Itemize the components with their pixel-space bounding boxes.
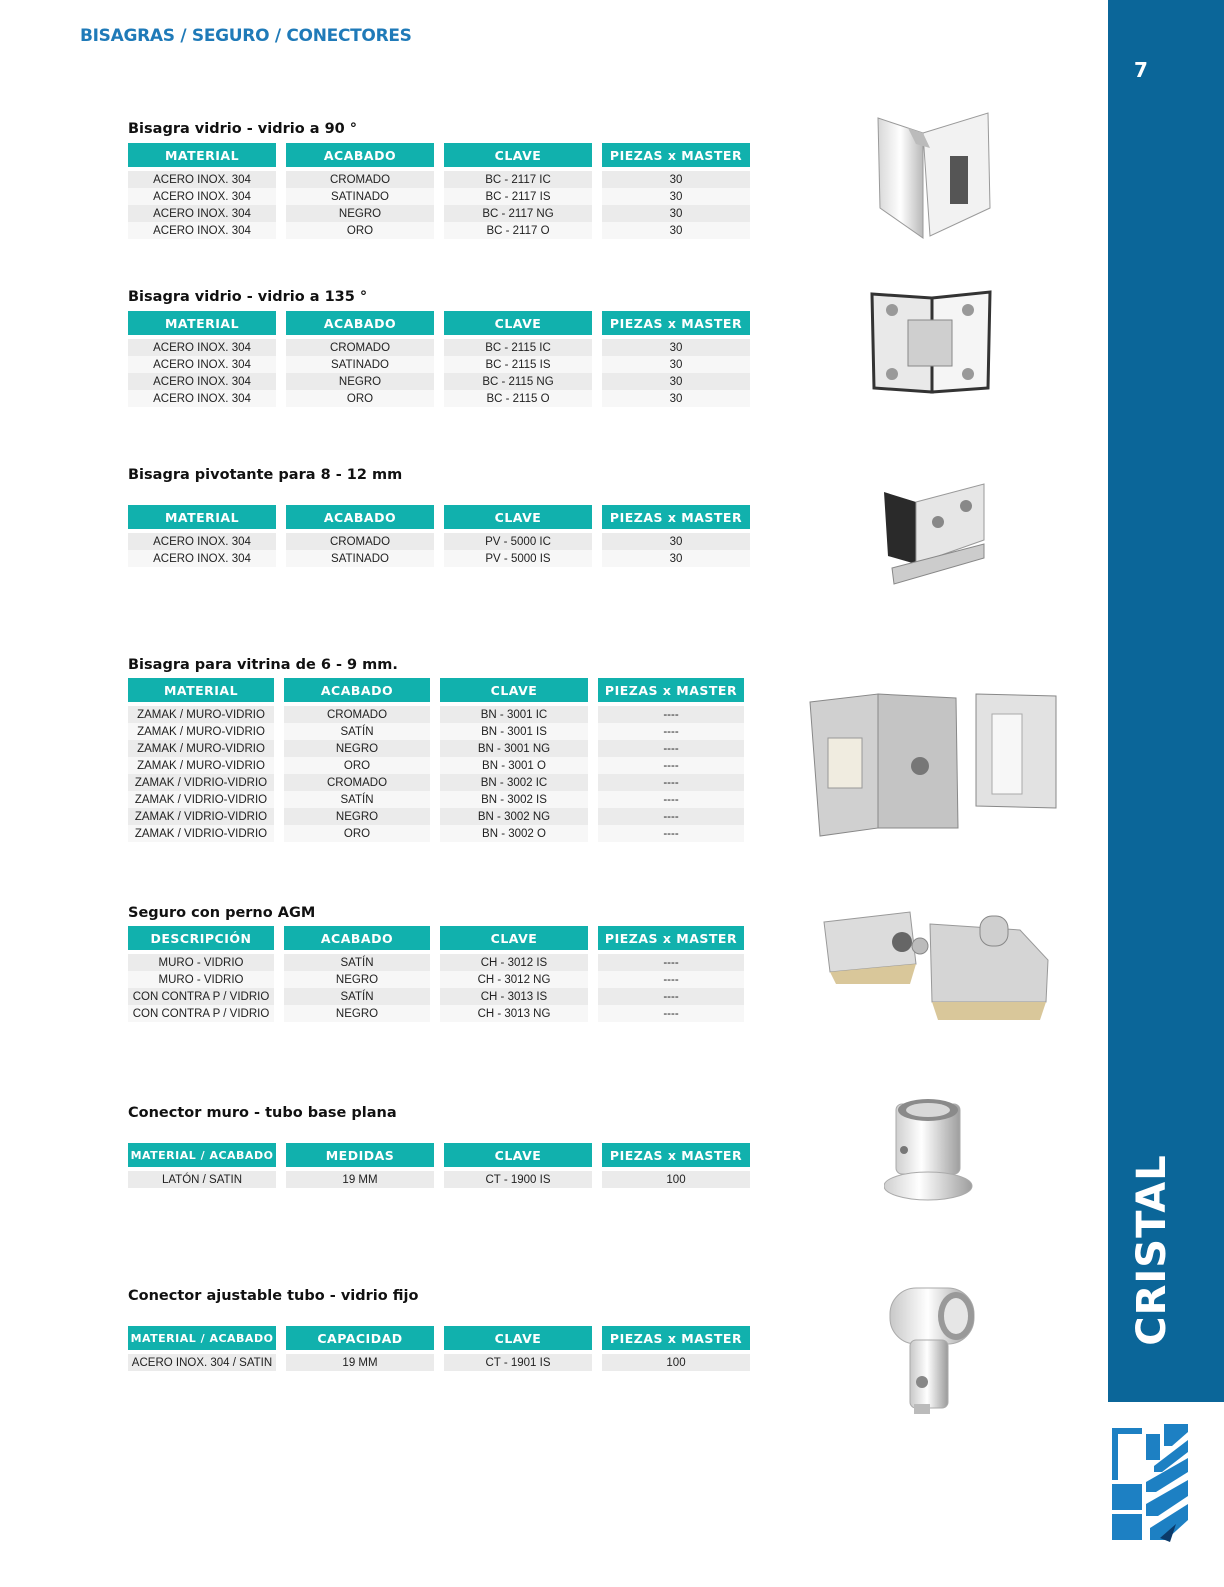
table-row (128, 550, 750, 567)
table-row (128, 188, 750, 205)
column-header: ACABADO (286, 505, 434, 533)
quantity-cell: ---- (598, 740, 744, 757)
quantity-cell: ---- (598, 791, 744, 808)
table-row (128, 356, 750, 373)
finish-cell: SATÍN (284, 954, 430, 971)
code-cell: CH - 3013 NG (440, 1005, 588, 1022)
product-section-90-hinge (128, 121, 760, 239)
column-header: ACABADO (284, 926, 430, 954)
code-cell: CH - 3013 IS (440, 988, 588, 1005)
finish-cell: SATÍN (284, 723, 430, 740)
hinge-90-image (868, 108, 998, 243)
spec-table (118, 311, 760, 407)
section-title: Seguro con perno AGM (128, 905, 316, 921)
finish-cell: NEGRO (284, 740, 430, 757)
quantity-cell: 100 (602, 1171, 750, 1188)
code-cell: BN - 3001 IS (440, 723, 588, 740)
finish-cell: SATÍN (284, 791, 430, 808)
material-cell: ACERO INOX. 304 (128, 373, 276, 390)
column-header: PIEZAS x MASTER (602, 1143, 750, 1171)
material-cell: ZAMAK / VIDRIO-VIDRIO (128, 808, 274, 825)
section-title: Bisagra vidrio - vidrio a 90 ° (128, 121, 358, 137)
column-header: CLAVE (444, 143, 592, 171)
spec-table (118, 1326, 760, 1371)
material-cell: ACERO INOX. 304 (128, 171, 276, 188)
quantity-cell: ---- (598, 825, 744, 842)
quantity-cell: 30 (602, 550, 750, 567)
column-header: CLAVE (440, 678, 588, 706)
material-cell: ACERO INOX. 304 (128, 222, 276, 239)
material-cell: ACERO INOX. 304 (128, 533, 276, 550)
quantity-cell: 30 (602, 373, 750, 390)
code-cell: CH - 3012 IS (440, 954, 588, 971)
quantity-cell: 30 (602, 222, 750, 239)
finish-cell: CROMADO (286, 533, 434, 550)
quantity-cell: ---- (598, 988, 744, 1005)
table-row (128, 1354, 750, 1371)
table-row (128, 954, 744, 971)
finish-cell: CROMADO (284, 706, 430, 723)
sidebar-label: CRISTAL (1129, 1154, 1175, 1346)
column-header: ACABADO (286, 311, 434, 339)
spec-table (118, 143, 760, 239)
description-cell: MURO - VIDRIO (128, 971, 274, 988)
code-cell: CT - 1900 IS (444, 1171, 592, 1188)
quantity-cell: ---- (598, 706, 744, 723)
code-cell: BN - 3001 IC (440, 706, 588, 723)
finish-cell: NEGRO (284, 971, 430, 988)
code-cell: BC - 2115 IC (444, 339, 592, 356)
table-row (128, 373, 750, 390)
code-cell: BN - 3002 IS (440, 791, 588, 808)
section-title: Bisagra pivotante para 8 - 12 mm (128, 467, 403, 483)
column-header: MEDIDAS (286, 1143, 434, 1171)
column-header: PIEZAS x MASTER (602, 1326, 750, 1354)
material-cell: ACERO INOX. 304 (128, 356, 276, 373)
spec-table (118, 505, 760, 567)
column-header: MATERIAL / ACABADO (128, 1143, 276, 1171)
finish-cell: CROMADO (286, 171, 434, 188)
quantity-cell: 30 (602, 390, 750, 407)
product-section-135-hinge (128, 289, 760, 407)
column-header: CLAVE (444, 505, 592, 533)
quantity-cell: 30 (602, 205, 750, 222)
finish-cell: NEGRO (286, 205, 434, 222)
finish-cell: CROMADO (286, 339, 434, 356)
material-cell: LATÓN / SATIN (128, 1171, 276, 1188)
company-logo-icon (1110, 1420, 1190, 1547)
material-cell: ZAMAK / MURO-VIDRIO (128, 740, 274, 757)
code-cell: BN - 3001 NG (440, 740, 588, 757)
material-cell: ZAMAK / MURO-VIDRIO (128, 757, 274, 774)
quantity-cell: ---- (598, 757, 744, 774)
code-cell: BN - 3002 O (440, 825, 588, 842)
table-row (128, 390, 750, 407)
column-header: PIEZAS x MASTER (598, 678, 744, 706)
material-cell: ZAMAK / VIDRIO-VIDRIO (128, 791, 274, 808)
table-row (128, 171, 750, 188)
material-cell: ACERO INOX. 304 (128, 339, 276, 356)
table-row (128, 988, 744, 1005)
code-cell: BC - 2115 O (444, 390, 592, 407)
spec-table (118, 1143, 760, 1188)
wall-tube-connector-image (884, 1096, 976, 1204)
finish-cell: ORO (286, 222, 434, 239)
column-header: CLAVE (444, 311, 592, 339)
adjustable-connector-image (884, 1278, 979, 1418)
material-cell: ZAMAK / MURO-VIDRIO (128, 723, 274, 740)
finish-cell: SATINADO (286, 188, 434, 205)
quantity-cell: 30 (602, 171, 750, 188)
agm-lock-image (820, 902, 1055, 1027)
material-cell: ACERO INOX. 304 (128, 205, 276, 222)
quantity-cell: 30 (602, 356, 750, 373)
column-header: CAPACIDAD (286, 1326, 434, 1354)
column-header: PIEZAS x MASTER (602, 311, 750, 339)
table-row (128, 1005, 744, 1022)
code-cell: BC - 2117 IS (444, 188, 592, 205)
quantity-cell: ---- (598, 954, 744, 971)
table-row (128, 808, 744, 825)
table-row (128, 825, 744, 842)
section-title: Conector ajustable tubo - vidrio fijo (128, 1288, 419, 1304)
quantity-cell: ---- (598, 1005, 744, 1022)
column-header: PIEZAS x MASTER (602, 143, 750, 171)
column-header: CLAVE (440, 926, 588, 954)
column-header: CLAVE (444, 1326, 592, 1354)
showcase-hinge-image (806, 688, 1061, 838)
column-header: PIEZAS x MASTER (598, 926, 744, 954)
table-row (128, 205, 750, 222)
column-header: CLAVE (444, 1143, 592, 1171)
column-header: PIEZAS x MASTER (602, 505, 750, 533)
section-title: Bisagra para vitrina de 6 - 9 mm. (128, 657, 398, 673)
pivot-hinge-image (880, 480, 990, 590)
quantity-cell: 30 (602, 533, 750, 550)
page-number: 7 (1134, 58, 1148, 82)
table-row (128, 706, 744, 723)
material-cell: ZAMAK / VIDRIO-VIDRIO (128, 774, 274, 791)
table-row (128, 339, 750, 356)
spec-table (118, 678, 754, 842)
table-row (128, 222, 750, 239)
product-section-adjustable-connector (128, 1288, 760, 1371)
description-cell: MURO - VIDRIO (128, 954, 274, 971)
material-cell: ACERO INOX. 304 (128, 550, 276, 567)
quantity-cell: 100 (602, 1354, 750, 1371)
code-cell: BN - 3001 O (440, 757, 588, 774)
column-header: MATERIAL (128, 678, 274, 706)
column-header: DESCRIPCIÓN (128, 926, 274, 954)
section-title: Conector muro - tubo base plana (128, 1105, 397, 1121)
quantity-cell: ---- (598, 723, 744, 740)
material-cell: ACERO INOX. 304 / SATIN (128, 1354, 276, 1371)
description-cell: CON CONTRA P / VIDRIO (128, 988, 274, 1005)
code-cell: BN - 3002 NG (440, 808, 588, 825)
code-cell: BC - 2115 NG (444, 373, 592, 390)
table-row (128, 791, 744, 808)
finish-cell: ORO (286, 390, 434, 407)
column-header: ACABADO (286, 143, 434, 171)
size-cell: 19 MM (286, 1171, 434, 1188)
code-cell: CT - 1901 IS (444, 1354, 592, 1371)
quantity-cell: ---- (598, 774, 744, 791)
column-header: MATERIAL (128, 143, 276, 171)
code-cell: PV - 5000 IC (444, 533, 592, 550)
table-row (128, 740, 744, 757)
material-cell: ACERO INOX. 304 (128, 390, 276, 407)
finish-cell: SATINADO (286, 356, 434, 373)
quantity-cell: ---- (598, 808, 744, 825)
table-row (128, 723, 744, 740)
description-cell: CON CONTRA P / VIDRIO (128, 1005, 274, 1022)
column-header: MATERIAL / ACABADO (128, 1326, 276, 1354)
product-section-pivot-hinge (128, 467, 760, 567)
finish-cell: SATINADO (286, 550, 434, 567)
finish-cell: ORO (284, 757, 430, 774)
spec-table (118, 926, 754, 1022)
finish-cell: NEGRO (284, 808, 430, 825)
material-cell: ACERO INOX. 304 (128, 188, 276, 205)
quantity-cell: ---- (598, 971, 744, 988)
table-row (128, 1171, 750, 1188)
code-cell: PV - 5000 IS (444, 550, 592, 567)
material-cell: ZAMAK / MURO-VIDRIO (128, 706, 274, 723)
table-row (128, 774, 744, 791)
section-title: Bisagra vidrio - vidrio a 135 ° (128, 289, 368, 305)
code-cell: BC - 2115 IS (444, 356, 592, 373)
product-section-wall-tube-connector (128, 1105, 760, 1188)
quantity-cell: 30 (602, 339, 750, 356)
code-cell: BC - 2117 NG (444, 205, 592, 222)
material-cell: ZAMAK / VIDRIO-VIDRIO (128, 825, 274, 842)
finish-cell: ORO (284, 825, 430, 842)
finish-cell: NEGRO (286, 373, 434, 390)
code-cell: BC - 2117 IC (444, 171, 592, 188)
finish-cell: NEGRO (284, 1005, 430, 1022)
product-section-agm-lock (128, 905, 754, 1022)
code-cell: BN - 3002 IC (440, 774, 588, 791)
capacity-cell: 19 MM (286, 1354, 434, 1371)
finish-cell: CROMADO (284, 774, 430, 791)
column-header: MATERIAL (128, 505, 276, 533)
finish-cell: SATÍN (284, 988, 430, 1005)
hinge-135-image (870, 290, 992, 396)
code-cell: CH - 3012 NG (440, 971, 588, 988)
quantity-cell: 30 (602, 188, 750, 205)
column-header: ACABADO (284, 678, 430, 706)
table-row (128, 757, 744, 774)
column-header: MATERIAL (128, 311, 276, 339)
table-row (128, 533, 750, 550)
page-category-heading: BISAGRAS / SEGURO / CONECTORES (80, 26, 412, 46)
product-section-showcase-hinge (128, 657, 754, 842)
code-cell: BC - 2117 O (444, 222, 592, 239)
table-row (128, 971, 744, 988)
